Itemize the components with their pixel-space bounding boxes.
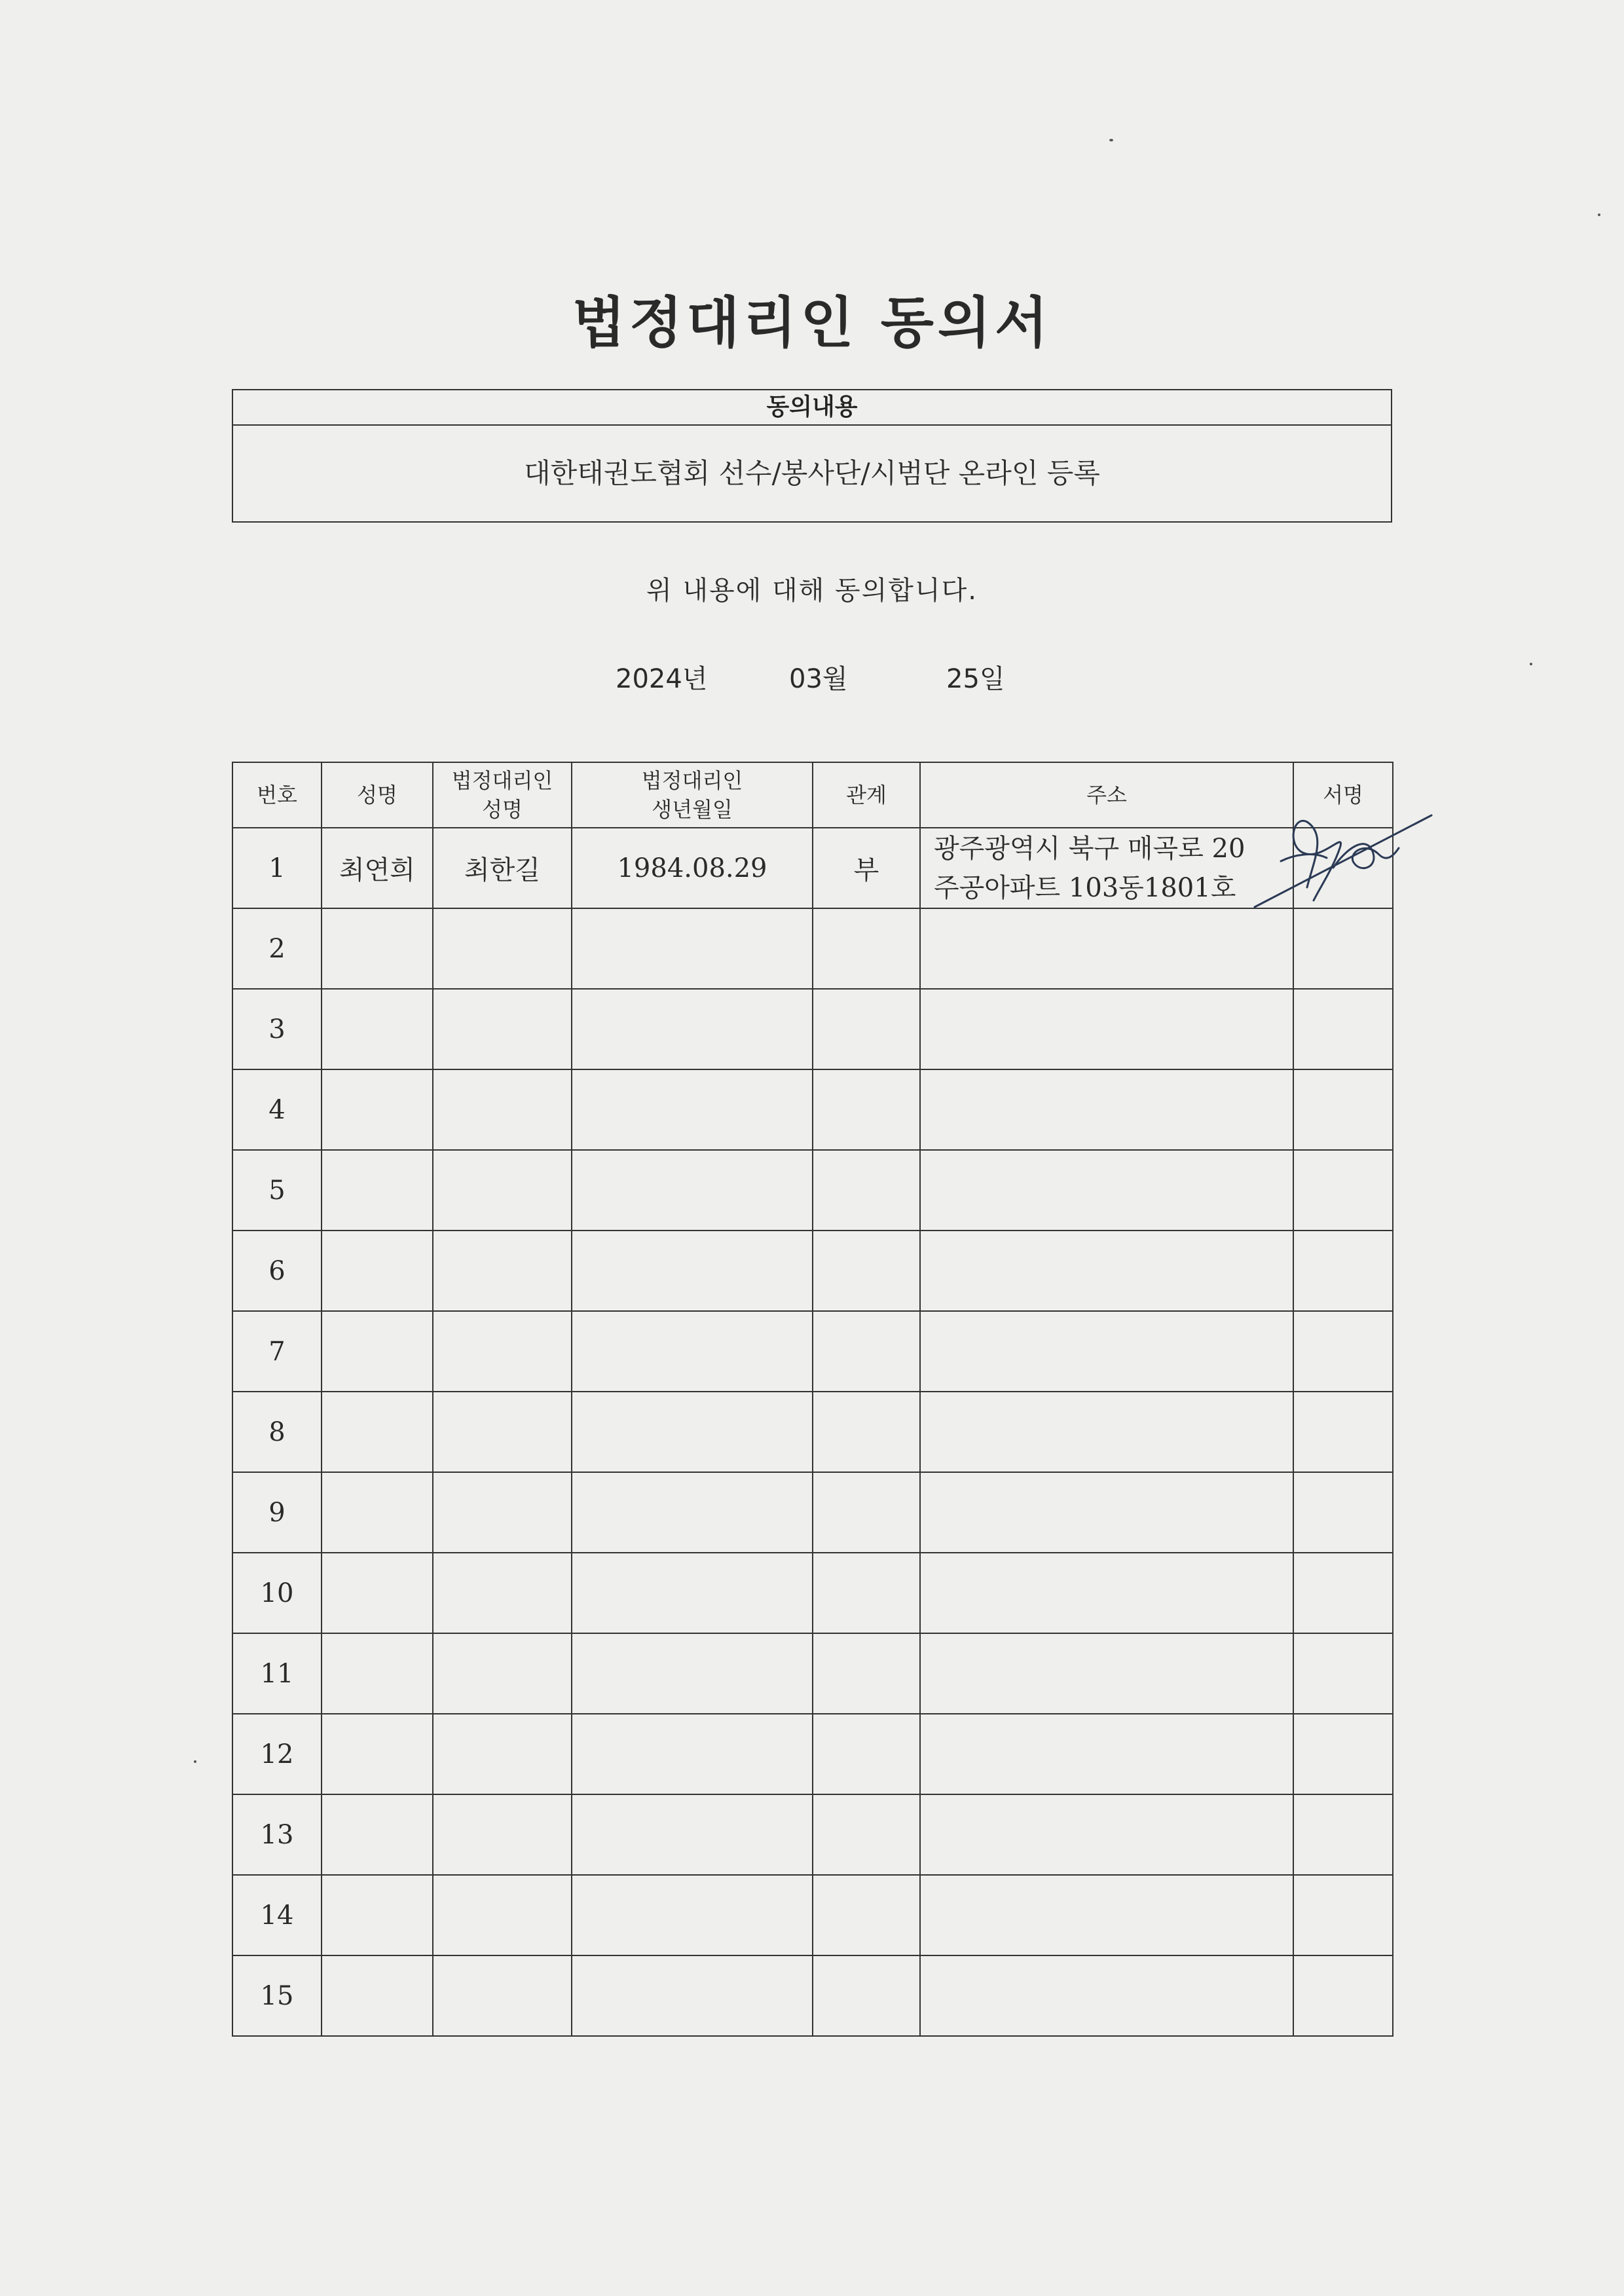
consent-box xyxy=(232,389,1392,523)
table-row xyxy=(232,1311,1393,1392)
guardian-birthdate xyxy=(572,1553,813,1633)
header-name: 성명 xyxy=(322,762,433,828)
signature-cell xyxy=(1293,1311,1393,1392)
document-title: 법정대리인 동의서 xyxy=(572,291,1052,356)
scan-speck xyxy=(1598,213,1600,216)
row-number: 8 xyxy=(232,1392,322,1472)
relation xyxy=(813,1794,920,1875)
participant-name xyxy=(322,989,433,1069)
participant-name xyxy=(322,1633,433,1714)
date-day: 25일 xyxy=(946,664,1005,694)
signature-cell xyxy=(1293,989,1393,1069)
address xyxy=(920,1794,1293,1875)
table-row xyxy=(232,1472,1393,1553)
participant-name xyxy=(322,1231,433,1311)
address xyxy=(920,1472,1293,1553)
signature-cell xyxy=(1293,1714,1393,1794)
address: 광주광역시 북구 매곡로 20 주공아파트 103동1801호 xyxy=(920,828,1293,908)
table-row xyxy=(232,828,1393,908)
table-row xyxy=(232,1633,1393,1714)
participant-name xyxy=(322,1069,433,1150)
consent-header: 동의내용 xyxy=(233,390,1391,426)
scan-speck xyxy=(1109,139,1113,141)
agreement-statement: 위 내용에 대해 동의합니다. xyxy=(646,576,978,606)
date-year: 2024년 xyxy=(616,664,708,694)
address xyxy=(920,1633,1293,1714)
relation xyxy=(813,989,920,1069)
row-number: 7 xyxy=(232,1311,322,1392)
table-row xyxy=(232,1553,1393,1633)
row-number: 2 xyxy=(232,908,322,989)
header-address: 주소 xyxy=(920,762,1293,828)
participant-name xyxy=(322,1714,433,1794)
relation xyxy=(813,1955,920,2036)
row-number: 5 xyxy=(232,1150,322,1231)
participant-name xyxy=(322,1311,433,1392)
table-row xyxy=(232,1875,1393,1955)
participant-name xyxy=(322,908,433,989)
guardian-name xyxy=(433,1150,572,1231)
participant-name: 최연희 xyxy=(322,828,433,908)
participant-name xyxy=(322,1794,433,1875)
guardian-name xyxy=(433,1392,572,1472)
table-row xyxy=(232,1231,1393,1311)
signature-cell xyxy=(1293,908,1393,989)
row-number: 9 xyxy=(232,1472,322,1553)
signature-cell xyxy=(1293,1633,1393,1714)
row-number: 11 xyxy=(232,1633,322,1714)
row-number: 4 xyxy=(232,1069,322,1150)
relation xyxy=(813,1392,920,1472)
relation xyxy=(813,1150,920,1231)
guardian-birthdate xyxy=(572,989,813,1069)
row-number: 1 xyxy=(232,828,322,908)
participant-name xyxy=(322,1392,433,1472)
registration-table xyxy=(232,762,1393,2037)
header-signature: 서명 xyxy=(1293,762,1393,828)
header-guardian-name: 법정대리인 성명 xyxy=(433,762,572,828)
guardian-name: 최한길 xyxy=(433,828,572,908)
table-header-row xyxy=(232,762,1393,828)
table-row xyxy=(232,1714,1393,1794)
guardian-birthdate xyxy=(572,1875,813,1955)
signature-cell xyxy=(1293,1955,1393,2036)
signature-cell xyxy=(1293,1875,1393,1955)
relation xyxy=(813,1069,920,1150)
table-row xyxy=(232,1392,1393,1472)
row-number: 3 xyxy=(232,989,322,1069)
address xyxy=(920,1231,1293,1311)
guardian-name xyxy=(433,1875,572,1955)
date-month: 03월 xyxy=(789,664,848,694)
header-guardian-birth: 법정대리인 생년월일 xyxy=(572,762,813,828)
participant-name xyxy=(322,1955,433,2036)
address xyxy=(920,1553,1293,1633)
guardian-name xyxy=(433,1553,572,1633)
participant-name xyxy=(322,1875,433,1955)
guardian-birthdate: 1984.08.29 xyxy=(572,828,813,908)
guardian-name xyxy=(433,1311,572,1392)
guardian-birthdate xyxy=(572,908,813,989)
guardian-birthdate xyxy=(572,1955,813,2036)
signature-cell xyxy=(1293,1794,1393,1875)
guardian-birthdate xyxy=(572,1794,813,1875)
guardian-name xyxy=(433,908,572,989)
guardian-birthdate xyxy=(572,1472,813,1553)
guardian-name xyxy=(433,1714,572,1794)
row-number: 15 xyxy=(232,1955,322,2036)
address xyxy=(920,1311,1293,1392)
guardian-birthdate xyxy=(572,1069,813,1150)
guardian-name xyxy=(433,1794,572,1875)
scan-speck xyxy=(194,1760,196,1763)
consent-text: 대한태권도협회 선수/봉사단/시범단 온라인 등록 xyxy=(524,457,1100,489)
row-number: 10 xyxy=(232,1553,322,1633)
address xyxy=(920,989,1293,1069)
address xyxy=(920,1069,1293,1150)
header-number: 번호 xyxy=(232,762,322,828)
guardian-name xyxy=(433,1231,572,1311)
participant-name xyxy=(322,1150,433,1231)
guardian-birthdate xyxy=(572,1150,813,1231)
table-row xyxy=(232,1069,1393,1150)
guardian-birthdate xyxy=(572,1633,813,1714)
table-row xyxy=(232,908,1393,989)
signature-cell xyxy=(1293,1150,1393,1231)
signature-cell xyxy=(1293,1553,1393,1633)
address xyxy=(920,1392,1293,1472)
relation xyxy=(813,1231,920,1311)
handwritten-signature xyxy=(1268,789,1477,920)
table-row xyxy=(232,989,1393,1069)
guardian-birthdate xyxy=(572,1392,813,1472)
relation xyxy=(813,1714,920,1794)
address xyxy=(920,1714,1293,1794)
guardian-birthdate xyxy=(572,1231,813,1311)
address xyxy=(920,1875,1293,1955)
address xyxy=(920,1150,1293,1231)
row-number: 12 xyxy=(232,1714,322,1794)
relation xyxy=(813,1875,920,1955)
signature-cell xyxy=(1293,1392,1393,1472)
table-row xyxy=(232,1794,1393,1875)
guardian-name xyxy=(433,989,572,1069)
signature-cell xyxy=(1293,1472,1393,1553)
guardian-name xyxy=(433,1955,572,2036)
address xyxy=(920,1955,1293,2036)
guardian-name xyxy=(433,1633,572,1714)
address xyxy=(920,908,1293,989)
table-row xyxy=(232,1150,1393,1231)
relation xyxy=(813,1553,920,1633)
row-number: 6 xyxy=(232,1231,322,1311)
header-relation: 관계 xyxy=(813,762,920,828)
guardian-birthdate xyxy=(572,1714,813,1794)
relation xyxy=(813,908,920,989)
relation: 부 xyxy=(813,828,920,908)
table-row xyxy=(232,1955,1393,2036)
signature-cell xyxy=(1293,1069,1393,1150)
relation xyxy=(813,1311,920,1392)
guardian-name xyxy=(433,1472,572,1553)
signature-cell xyxy=(1293,1231,1393,1311)
scan-speck xyxy=(1530,663,1532,665)
participant-name xyxy=(322,1472,433,1553)
participant-name xyxy=(322,1553,433,1633)
relation xyxy=(813,1472,920,1553)
row-number: 13 xyxy=(232,1794,322,1875)
signature-cell xyxy=(1293,828,1393,908)
relation xyxy=(813,1633,920,1714)
row-number: 14 xyxy=(232,1875,322,1955)
guardian-birthdate xyxy=(572,1311,813,1392)
guardian-name xyxy=(433,1069,572,1150)
